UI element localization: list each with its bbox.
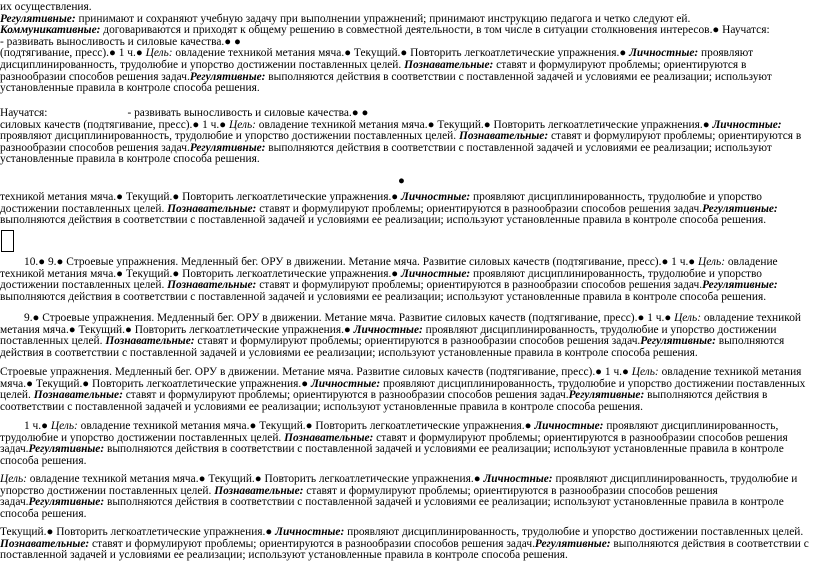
text-p4-t7: проявляют дисциплинированность, трудолюбие и упорство достижении поставленных целей. (0, 267, 762, 292)
text-p4-t9: выполняются действия в соответствии с поставленной задачей и условиями ее реализации; используют установленные правила в контроле способа решения. (0, 290, 767, 303)
bullet: ● (46, 526, 54, 538)
text-p9-t2: проявляют дисциплинированность, трудолюбие и упорство достижении поставленных целей. (344, 526, 804, 538)
bullet: ● (219, 118, 227, 131)
bullet: ● (361, 107, 369, 119)
text-p2-t2: силовых качеств (подтягивание, пресс). (0, 118, 193, 131)
text-p8-t5: выполняются действия в соответствии с поставленной задачей и условиями ее реализации; используют установленные правила в контроле способа решения. (0, 496, 784, 520)
bullet: ● (391, 267, 399, 280)
bullet: ● (622, 366, 629, 378)
bullet: ● (483, 118, 491, 131)
label-cel: Цель: (631, 366, 659, 378)
bullet: ● (116, 267, 124, 280)
bullet: ● (595, 366, 603, 378)
text-p9-t0: Текущий. (0, 526, 47, 538)
text-p3-t2: Повторить легкоатлетические упражнения. (179, 191, 392, 203)
label-reg: Регулятивные: (534, 537, 611, 550)
label-reg: Регулятивные: (189, 70, 266, 83)
bullet: ● (224, 35, 232, 48)
paragraph-6 (0, 367, 812, 413)
label-lich: Личностные: (534, 420, 604, 432)
label-poz: Познавательные: (167, 202, 257, 215)
text-p2-t0: Научатся: (0, 107, 48, 119)
bullet: ● (125, 323, 132, 336)
bullet: ● (702, 118, 710, 131)
bullet: ● (32, 312, 40, 324)
label-poz: Познавательные: (33, 389, 123, 402)
text-p1-t9: Повторить легкоатлетические упражнения. (407, 47, 620, 60)
text-p1-t10: проявляют дисциплинированность, трудолюбие и упорство достижении поставленных целей. (0, 47, 754, 71)
text-p5-t3: овладение техникой метания мяча. (0, 312, 801, 336)
text-p6-t6: ставят и формулируют проблемы; ориентируются в разнообразии способов решения задач. (122, 389, 569, 402)
text-p4-t6: Повторить легкоатлетические упражнения. (179, 267, 392, 280)
paragraph-2 (0, 108, 812, 166)
text-p2-t6: Повторить легкоатлетические упражнения. (490, 118, 703, 131)
paragraph-8 (0, 474, 812, 520)
bullet: ● (473, 473, 481, 485)
text-p5-t5: Повторить легкоатлетические упражнения. (131, 323, 344, 336)
text-p7-t5: ставят и формулируют проблемы; ориентируются в разнообразии способов решения задач. (0, 431, 788, 456)
bullet: ● (524, 420, 532, 432)
text-p2-t8: ставят и формулируют проблемы; ориентируются в разнообразии способов решения задач. (0, 130, 802, 154)
label-reg: Регулятивные: (640, 335, 716, 348)
bullet: ● (41, 420, 49, 432)
text-p7-t1: овладение техникой метания мяча. (77, 420, 250, 432)
label-reg: Регулятивные: (568, 389, 645, 402)
label-lich: Личностные: (483, 473, 553, 485)
text-p8-t3: проявляют дисциплинированность, трудолюбие и упорство достижении поставленных целей. (0, 473, 798, 497)
label-cel: Цель: (0, 473, 27, 485)
label-lich: Личностные: (353, 323, 423, 336)
text-p9-t4: выполняются действия в соответствии с поставленной задачей и условиями ее реализации; используют установленные правила в контроле способа решения. (0, 537, 809, 562)
text-p2-t5: Текущий. (434, 118, 484, 131)
text-p9-t1: Повторить легкоатлетические упражнения. (53, 526, 266, 538)
text-p1-t12: выполняются действия в соответствии с поставленной задачей и условиями ее реализации; используют установленные правила в контроле способа решения. (0, 70, 772, 95)
label-poz: Познавательные: (105, 335, 195, 348)
bullet: ● (56, 256, 64, 268)
label-reg: Регулятивные: (189, 141, 266, 154)
bullet: ● (351, 107, 359, 119)
bullet: ● (664, 312, 672, 324)
label-cel: Цель: (50, 420, 78, 432)
label-cel: Цель: (674, 312, 702, 324)
label-cel: Цель: (145, 47, 173, 60)
text-p7-t3: Повторить легкоатлетические упражнения. (312, 420, 525, 432)
bullet: ● (305, 420, 313, 432)
label-kom: Коммуникативные: (0, 24, 101, 37)
text-p6-t5: проявляют дисциплинированность, трудолюбие и упорство достижении поставленных целей. (0, 377, 806, 402)
text-p1-t0: их осуществления. (0, 1, 92, 13)
label-lich: Личностные: (401, 267, 471, 280)
text-p6-t3: Текущий. (32, 377, 83, 390)
label-lich: Личностные: (712, 118, 782, 131)
text-p5-t8: выполняются действия в соответствии с поставленной задачей и условиями ее реализации; используют установленные правила в контроле способа решения. (0, 335, 785, 359)
text-p6-t2: овладение техникой метания мяча. (0, 366, 802, 390)
paragraph-9 (0, 527, 812, 562)
label-poz: Познавательные: (404, 58, 494, 71)
bullet: ● (637, 312, 645, 324)
text-p4-t2: Строевые упражнения. Медленный бег. ОРУ в движении. Метание мяча. Развитие силовых качеств (подтягивание, пресс). (63, 256, 662, 268)
bullet: ● (172, 191, 180, 203)
text-p7-t6: выполняются действия в соответствии с поставленной задачей и условиями ее реализации; используют установленные правила в контроле способа решения. (0, 443, 784, 467)
text-p7-t4: проявляют дисциплинированность, трудолюбие и упорство достижении поставленных целей. (0, 420, 779, 444)
paragraph-4 (0, 257, 812, 303)
text-p3-t5: выполняются действия в соответствии с поставленной задачей и условиями ее реализации; используют установленные правила в контроле способа решения. (0, 214, 767, 227)
label-poz: Познавательные: (458, 130, 549, 143)
bullet: ● (265, 526, 273, 538)
text-p2-t7: проявляют дисциплинированность, трудолюбие и упорство достижении поставленных целей. (0, 130, 457, 143)
text-p5-t0: 9. (24, 312, 33, 324)
bullet: ● (68, 323, 76, 336)
bullet: ● (712, 24, 720, 37)
text-p3-t0: техникой метания мяча. (0, 191, 117, 203)
text-p7-t0: 1 ч. (24, 420, 42, 432)
bullet: ● (688, 256, 696, 268)
text-p3-t4: ставят и формулируют проблемы; ориентируются в разнообразии способов решения задач. (256, 202, 703, 215)
text-p2-t3: 1 ч. (199, 118, 220, 131)
bullet: ● (38, 256, 46, 268)
bullet: ● (619, 47, 627, 60)
bullet: ● (301, 377, 309, 390)
label-lich: Личностные: (310, 377, 381, 390)
text-p1-t3: Научатся: (719, 24, 770, 37)
paragraph-3 (0, 192, 812, 227)
text-p6-t4: Повторить легкоатлетические упражнения. (89, 377, 302, 390)
bullet: ● (400, 47, 408, 60)
label-reg: Регулятивные: (28, 443, 105, 456)
text-p5-t1: Строевые упражнения. Медленный бег. ОРУ в движении. Метание мяча. Развитие силовых качеств (подтягивание, пресс). (39, 312, 638, 324)
text-p4-t8: ставят и формулируют проблемы; ориентируются в разнообразии способов решения задач. (256, 279, 703, 292)
label-lich: Личностные: (275, 526, 345, 538)
text-p7-t2: Текущий. (256, 420, 306, 432)
bullet: ● (249, 420, 257, 432)
text-p6-t7: выполняются действия в соответствии с поставленной задачей и условиями ее реализации; используют установленные правила в контроле способа решения. (0, 389, 768, 413)
text-p5-t2: 1 ч. (644, 312, 665, 324)
label-reg: Регулятивные: (0, 12, 76, 25)
label-cel: Цель: (698, 256, 725, 268)
text-p1-t6: 1 ч. (115, 47, 136, 60)
bullet: ● (427, 118, 435, 131)
text-p2-t4: овладение техникой метания мяча. (255, 118, 428, 131)
bullet: ● (198, 473, 206, 485)
text-p1-t8: Текущий. (351, 47, 401, 60)
label-lich: Личностные: (629, 47, 699, 60)
text-p1-t1: принимают и сохраняют учебную задачу при выполнении упражнений; принимают инструкцию педагога и четко следуют ей. (75, 12, 691, 25)
bullet: ● (109, 47, 116, 60)
bullet: ● (254, 473, 262, 485)
text-p4-t4: овладение техникой метания мяча. (0, 256, 778, 280)
bullet: ● (192, 118, 200, 131)
bullet: ● (343, 323, 351, 336)
bullet: ● (172, 267, 180, 280)
text-p1-t2: договариваются и приходят к общему решению в совместной деятельности, в том числе в ситуации столкновения интересов. (100, 24, 713, 37)
label-poz: Познавательные: (0, 537, 90, 550)
label-poz: Познавательные: (284, 431, 374, 444)
label-lich: Личностные: (401, 191, 471, 203)
bullet: ● (398, 175, 405, 187)
text-p8-t2: Повторить легкоатлетические упражнения. (261, 473, 474, 485)
text-p8-t1: Текущий. (205, 473, 255, 485)
text-p8-t4: ставят и формулируют проблемы; ориентируются в разнообразии способов решения задач. (0, 484, 718, 509)
text-p1-t4: - развивать выносливость и силовые качества. (0, 35, 225, 48)
bullet: ● (661, 256, 669, 268)
text-p3-t3: проявляют дисциплинированность, трудолюбие и упорство достижении поставленных целей. (0, 191, 762, 215)
text-p1-t5: (подтягивание, пресс). (0, 47, 109, 60)
text-p4-t0: 10. (24, 256, 39, 268)
text-p5-t6: проявляют дисциплинированность, трудолюбие и упорство достижении поставленных целей. (0, 323, 777, 348)
text-p3-t1: Текущий. (123, 191, 173, 203)
text-p5-t4: Текущий. (75, 323, 125, 336)
label-poz: Познавательные: (167, 279, 257, 292)
paragraph-1 (0, 2, 812, 95)
bullet: ● (344, 47, 352, 60)
text-p1-t11: ставят и формулируют проблемы; ориентируются в разнообразии способов решения задач. (0, 58, 747, 83)
bullet: ● (135, 47, 143, 60)
label-reg: Регулятивные: (702, 279, 778, 292)
bullet: ● (234, 35, 241, 48)
text-p8-t0: овладение техникой метания мяча. (26, 473, 199, 485)
bullet: ● (82, 377, 90, 390)
label-cel: Цель: (229, 118, 256, 131)
text-p4-t3: 1 ч. (668, 256, 689, 268)
text-p4-t5: Текущий. (123, 267, 173, 280)
bullet: ● (26, 377, 33, 390)
label-reg: Регулятивные: (28, 496, 105, 509)
label-poz: Познавательные: (214, 484, 304, 497)
paragraph-7 (0, 421, 812, 467)
paragraph-5 (0, 313, 812, 359)
text-p2-t1: - развивать выносливость и силовые качества. (127, 107, 352, 119)
text-p1-t7: овладение техникой метания мяча. (172, 47, 345, 60)
text-p4-t1: 9. (45, 256, 57, 268)
label-reg: Регулятивные: (702, 202, 778, 215)
text-p9-t3: ставят и формулируют проблемы; ориентируются в разнообразии способов решения задач. (89, 537, 535, 550)
bullet: ● (391, 191, 399, 203)
bullet: ● (116, 191, 124, 203)
checkbox[interactable] (1, 230, 14, 252)
text-p5-t7: ставят и формулируют проблемы; ориентируются в разнообразии способов решения задач. (194, 335, 641, 348)
text-p6-t1: 1 ч. (602, 366, 623, 378)
text-p2-t9: выполняются действия в соответствии с поставленной задачей и условиями ее реализации; используют установленные правила в контроле способа решения. (0, 141, 772, 166)
text-p6-t0: Строевые упражнения. Медленный бег. ОРУ в движении. Метание мяча. Развитие силовых качеств (подтягивание, пресс). (0, 366, 596, 378)
